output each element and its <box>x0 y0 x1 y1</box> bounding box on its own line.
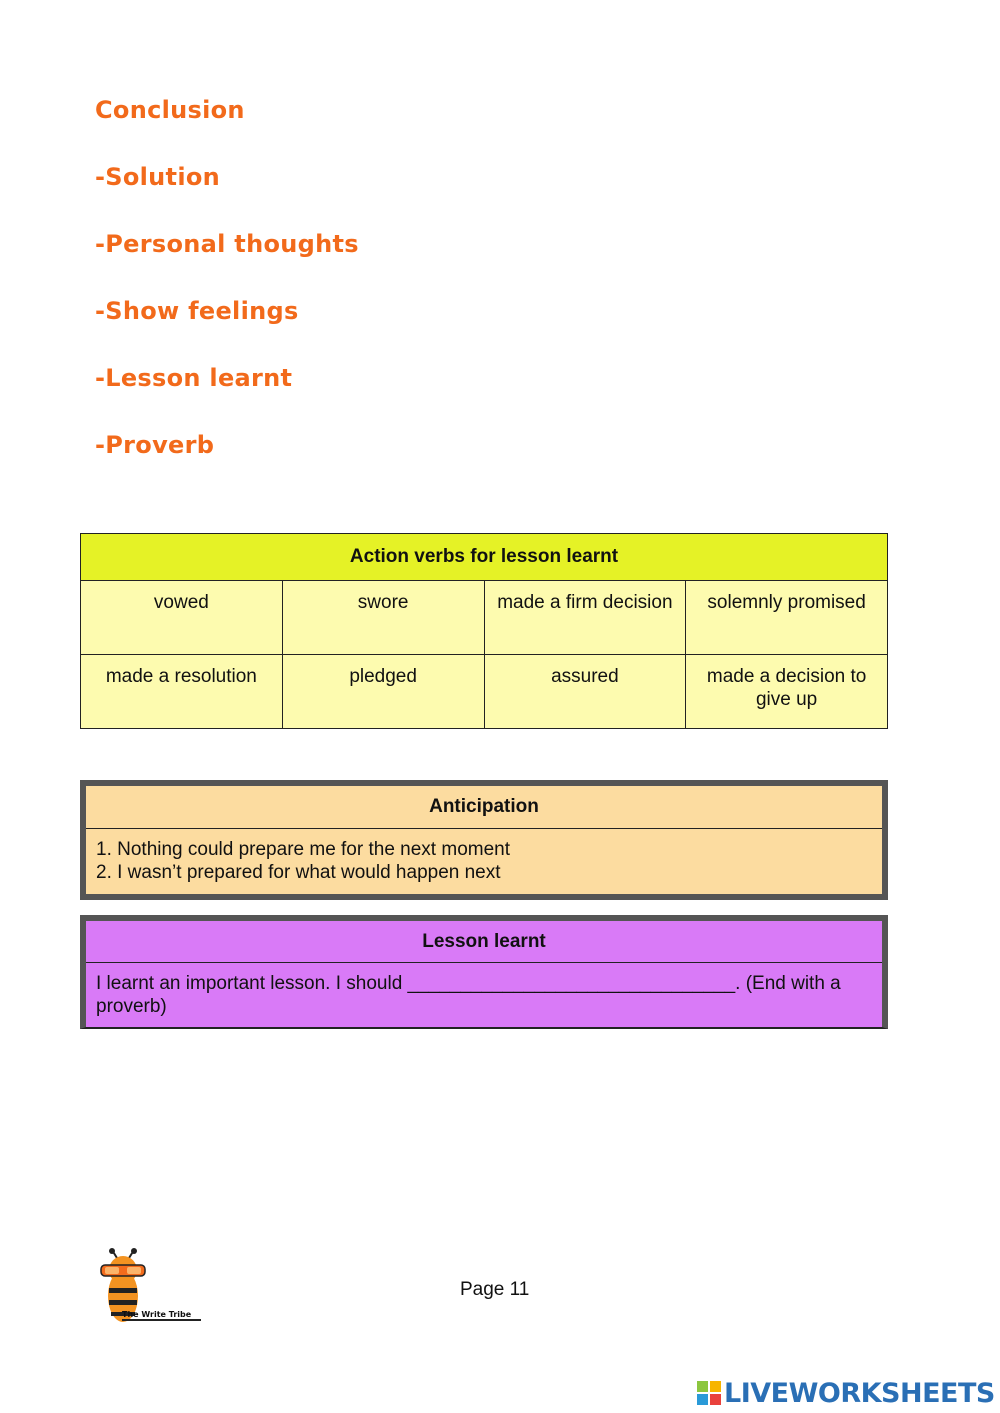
table-row <box>81 655 888 729</box>
action-verbs-table <box>80 533 888 729</box>
table-cell: pledged <box>282 655 484 729</box>
lesson-learnt-text: I learnt an important lesson. I should _______________________________. (End with a proverb) <box>96 973 841 1017</box>
table-row <box>81 581 888 655</box>
table-cell: made a resolution <box>81 655 283 729</box>
anticipation-body <box>86 829 882 893</box>
liveworksheets-icon <box>697 1381 721 1405</box>
heading-proverb: -Proverb <box>95 431 215 459</box>
anticipation-box <box>80 780 888 900</box>
liveworksheets-label: LIVEWORKSHEETS <box>724 1377 995 1409</box>
anticipation-title: Anticipation <box>86 786 882 829</box>
heading-lesson-learnt: -Lesson learnt <box>95 364 293 392</box>
table-cell: assured <box>484 655 686 729</box>
heading-show-feelings: -Show feelings <box>95 297 299 325</box>
liveworksheets-brand <box>697 1377 995 1409</box>
table-cell: swore <box>282 581 484 655</box>
table-cell: solemnly promised <box>686 581 888 655</box>
table-cell: vowed <box>81 581 283 655</box>
table-cell: made a decision to give up <box>686 655 888 729</box>
logo-text: The Write Tribe <box>122 1310 201 1321</box>
anticipation-line: 1. Nothing could prepare me for the next moment <box>96 839 511 860</box>
lesson-learnt-box <box>80 915 888 1029</box>
lesson-learnt-title: Lesson learnt <box>86 921 882 963</box>
page-number: Page 11 <box>460 1279 530 1300</box>
anticipation-line: 2. I wasn’t prepared for what would happen next <box>96 862 501 883</box>
table-cell: made a firm decision <box>484 581 686 655</box>
action-verbs-title: Action verbs for lesson learnt <box>81 534 888 581</box>
heading-conclusion: Conclusion <box>95 96 245 124</box>
heading-solution: -Solution <box>95 163 221 191</box>
heading-personal-thoughts: -Personal thoughts <box>95 230 359 258</box>
